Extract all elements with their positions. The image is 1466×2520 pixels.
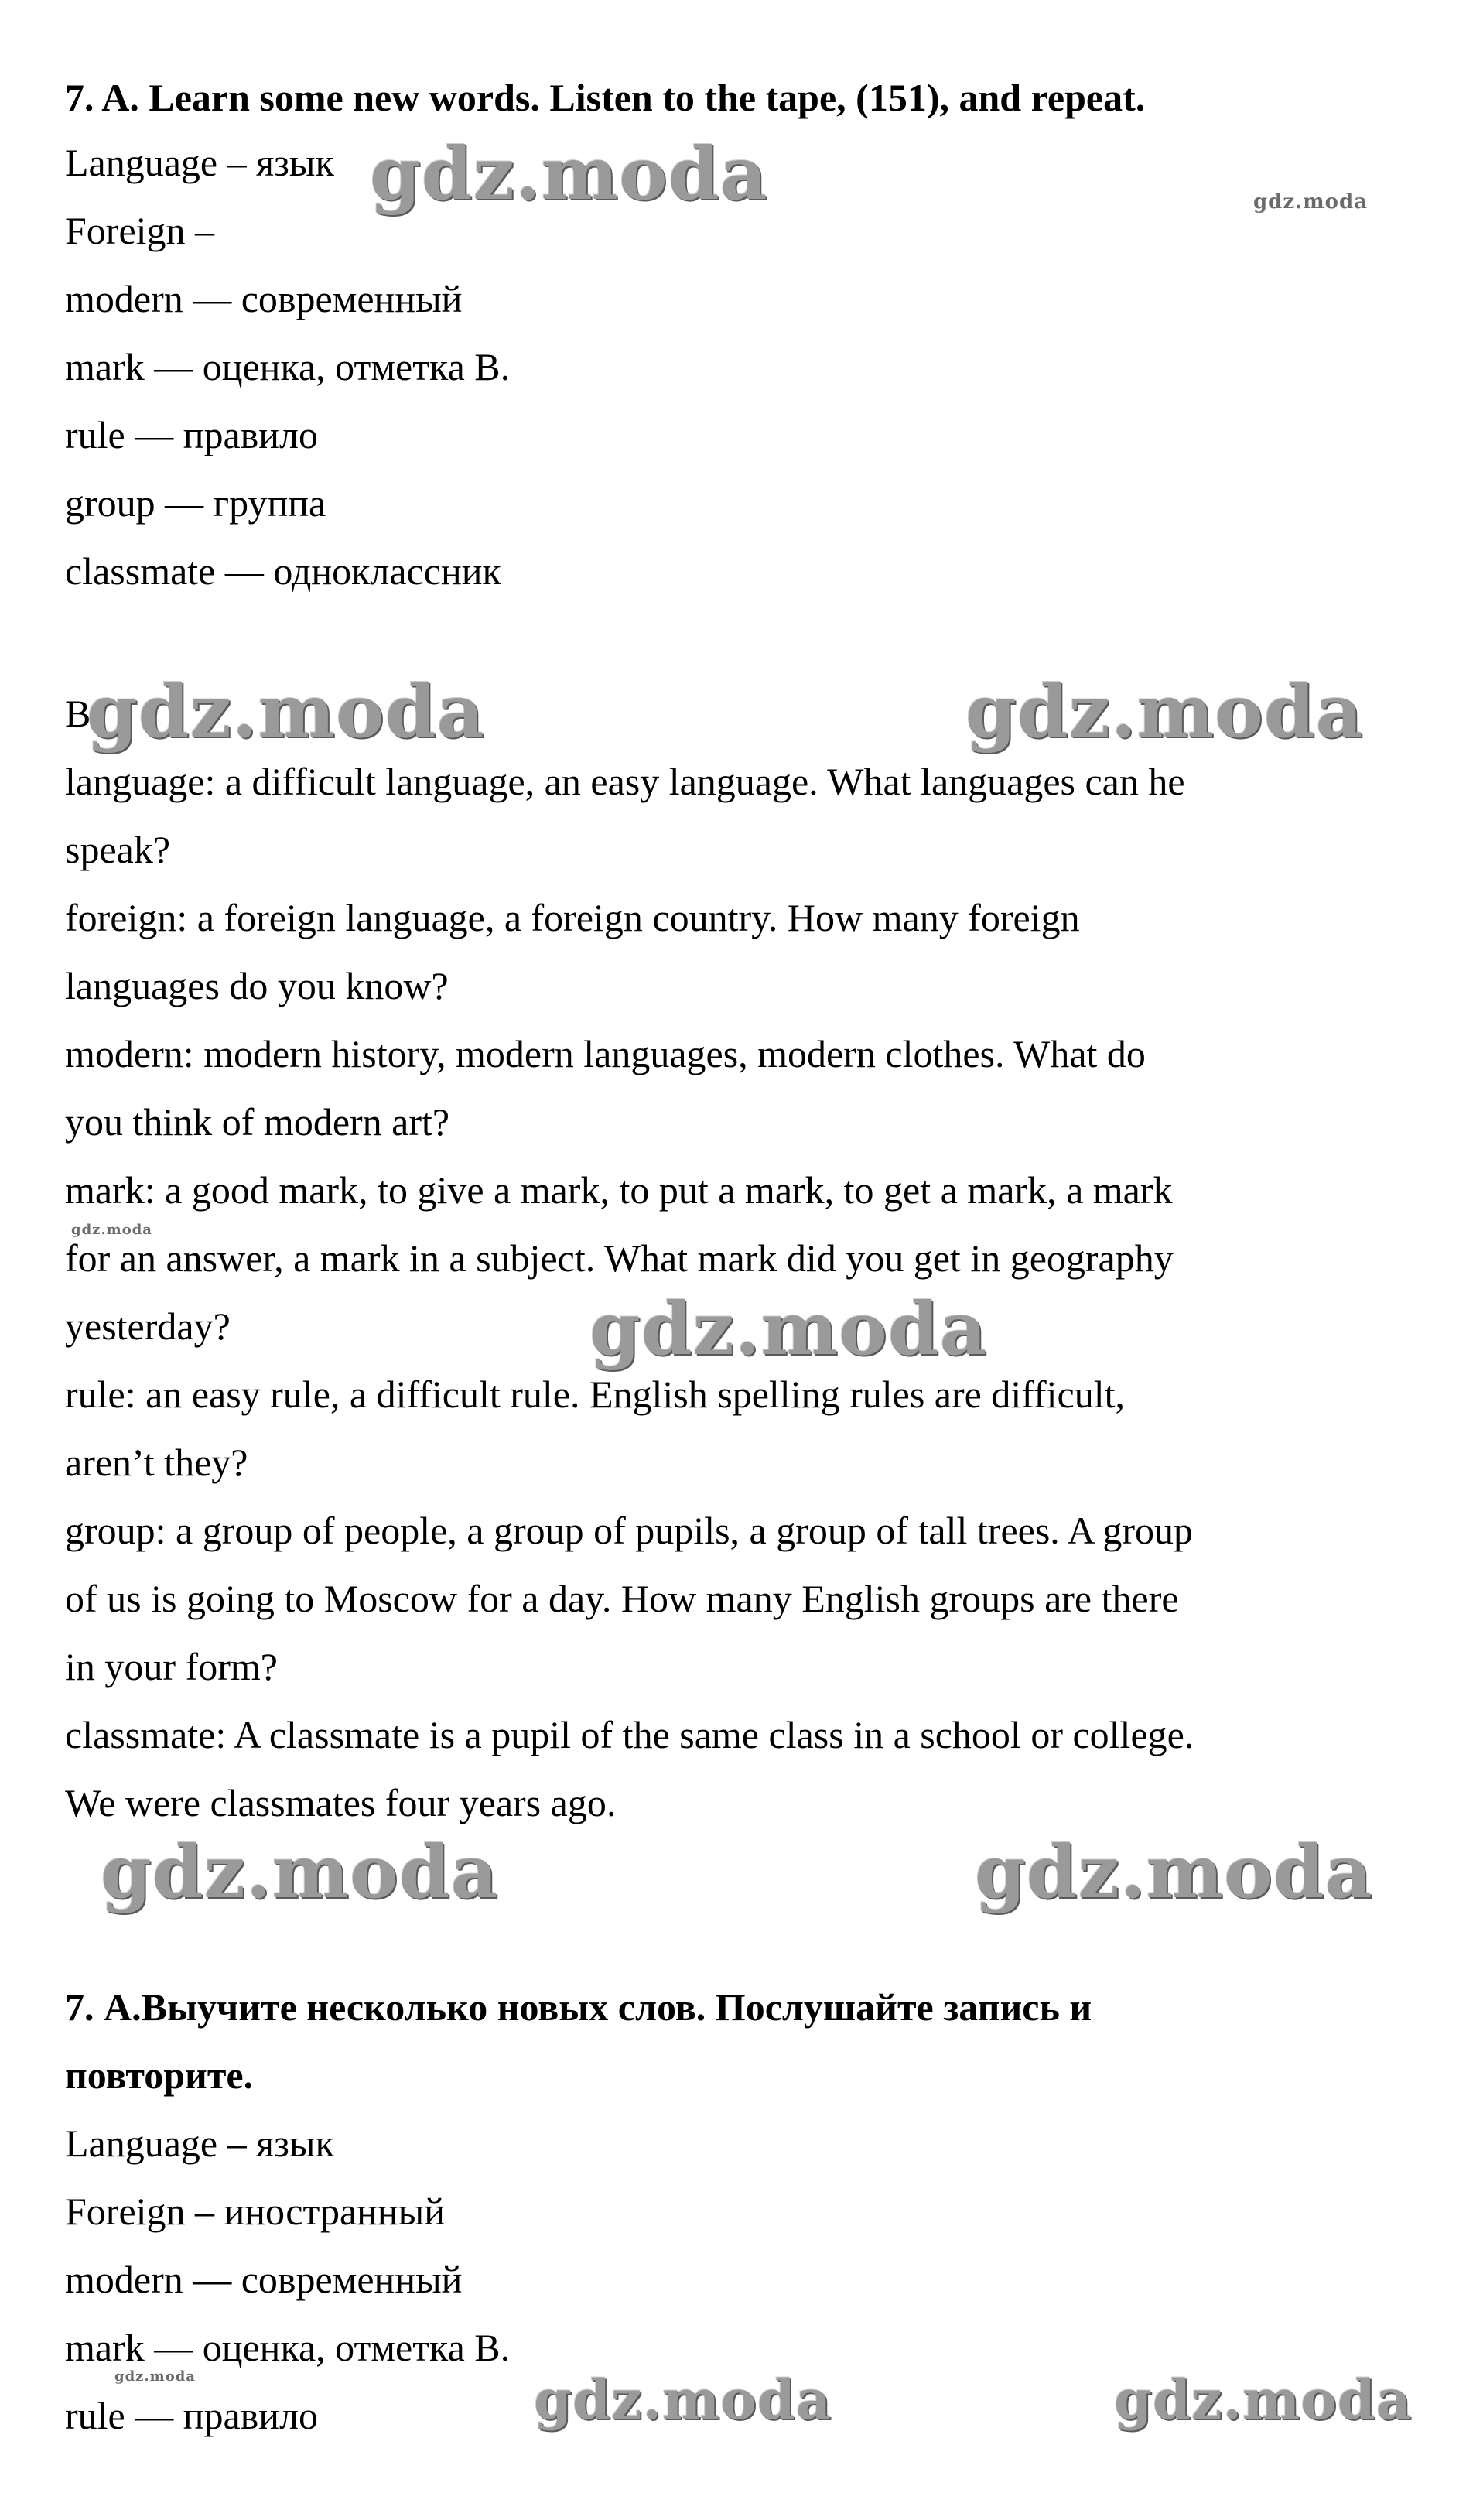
watermark: gdz.moda (589, 1287, 988, 1372)
watermark: gdz.moda (370, 132, 768, 217)
example-line: classmate: A classmate is a pupil of the same class in a school or college. (65, 1713, 1194, 1756)
vocab-item: Language – язык (65, 141, 334, 184)
example-line: language: a difficult language, an easy language. What languages can he (65, 760, 1185, 803)
vocab-item: classmate — одноклассник (65, 549, 501, 593)
example-line: group: a group of people, a group of pupils, a group of tall trees. A group (65, 1509, 1194, 1552)
exercise-heading-ru-cont: повторите. (65, 2053, 254, 2097)
example-line: rule: an easy rule, a difficult rule. English spelling rules are difficult, (65, 1373, 1125, 1416)
watermark: gdz.moda (965, 669, 1364, 754)
example-line: in your form? (65, 1645, 278, 1688)
example-line: modern: modern history, modern languages, modern clothes. What do (65, 1032, 1146, 1075)
part-b-label: В (65, 692, 91, 735)
watermark-small: gdz.moda (114, 2368, 196, 2385)
vocab-item-ru: modern — современный (65, 2258, 463, 2301)
vocab-item: group — группа (65, 481, 326, 525)
exercise-heading: 7. A. Learn some new words. Listen to the tape, (151), and repeat. (65, 76, 1146, 119)
watermark: gdz.moda (87, 669, 485, 754)
example-line: you think of modern art? (65, 1100, 450, 1144)
vocab-item-ru: mark — оценка, отметка В. (65, 2326, 511, 2369)
exercise-heading-ru: 7. А.Выучите несколько новых слов. Послушайте запись и (65, 1985, 1092, 2029)
vocab-item-ru: Language – язык (65, 2122, 334, 2165)
example-line: speak? (65, 828, 171, 871)
watermark-small: gdz.moda (1253, 190, 1369, 214)
vocab-item: rule — правило (65, 413, 319, 456)
example-line: yesterday? (65, 1304, 231, 1348)
vocab-item-ru: Foreign – иностранный (65, 2190, 446, 2233)
example-line: of us is going to Moscow for a day. How many English groups are there (65, 1577, 1179, 1620)
example-line: We were classmates four years ago. (65, 1781, 617, 1824)
example-line: foreign: a foreign language, a foreign country. How many foreign (65, 896, 1080, 939)
example-line: aren’t they? (65, 1441, 248, 1484)
vocab-item: Foreign – (65, 209, 215, 252)
example-line: for an answer, a mark in a subject. What mark did you get in geography (65, 1236, 1174, 1280)
watermark-small: gdz.moda (71, 1222, 152, 1238)
watermark: gdz.moda (534, 2368, 832, 2432)
vocab-item-ru: rule — правило (65, 2394, 319, 2437)
example-line: mark: a good mark, to give a mark, to put a mark, to get a mark, a mark (65, 1168, 1173, 1212)
vocab-item: modern — современный (65, 277, 463, 320)
watermark: gdz.moda (101, 1830, 499, 1915)
watermark: gdz.moda (1114, 2368, 1413, 2432)
example-line: languages do you know? (65, 964, 449, 1007)
vocab-item: mark — оценка, отметка В. (65, 345, 511, 388)
watermark: gdz.moda (975, 1830, 1373, 1915)
